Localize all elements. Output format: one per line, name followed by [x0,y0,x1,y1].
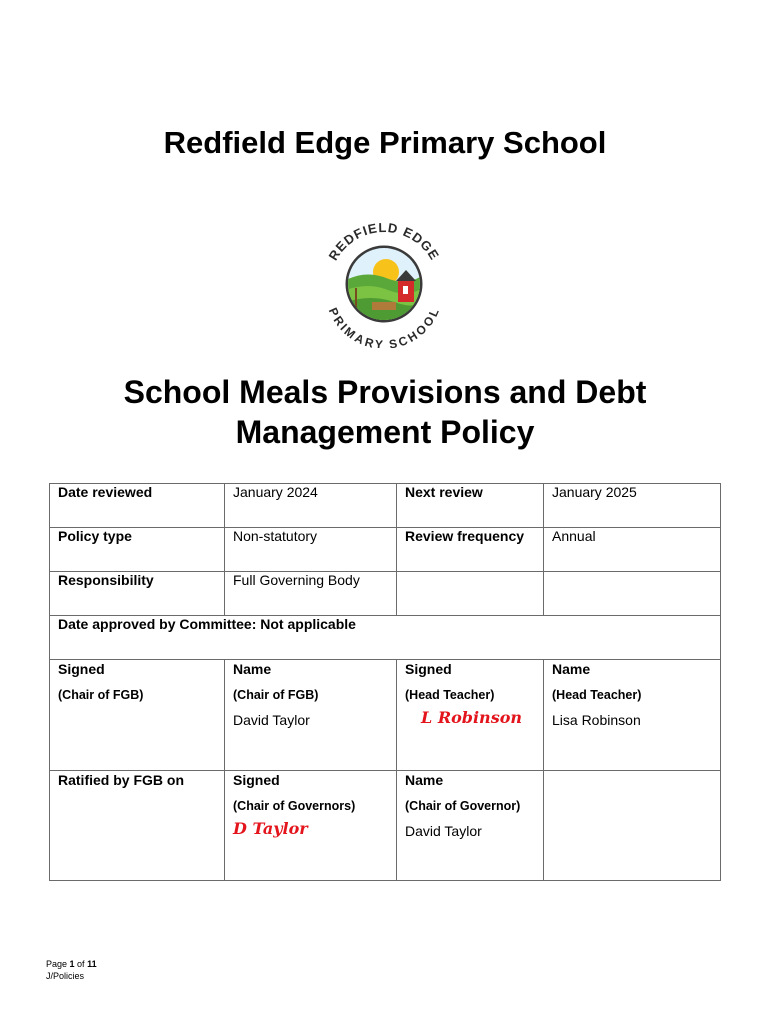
responsibility-value: Full Governing Body [225,572,397,616]
date-reviewed-value: January 2024 [225,484,397,528]
policy-title [60,372,710,452]
policy-title-line1: School Meals Provisions and Debt [123,374,647,410]
table-row [50,572,721,616]
table-row [50,484,721,528]
table-row [50,660,721,771]
document-path: J/Policies [46,971,85,981]
head-teacher-label: (Head Teacher) [405,688,495,702]
empty-cell [397,572,544,616]
page-number [46,958,97,970]
page-total: 11 [87,959,97,969]
policy-type-value: Non-statutory [225,528,397,572]
governor-name: David Taylor [405,823,482,839]
signed-head-cell [397,660,544,771]
logo-text-bottom: PRIMARY SCHOOL [325,305,443,348]
empty-cell [544,572,721,616]
name-head-cell [544,660,721,771]
ratified-label: Ratified by FGB on [58,772,184,788]
name-governor-cell [397,771,544,881]
page-of: of [74,959,88,969]
next-review-label: Next review [397,484,544,528]
name-label: Name [552,661,591,677]
chair-fgb-label: (Chair of FGB) [58,688,144,702]
approved-by-committee: Date approved by Committee: Not applicable [50,616,721,660]
logo-text-top: REDFIELD EDGE [325,219,443,263]
signed-label: Signed [233,772,280,788]
chair-fgb-label: (Chair of FGB) [233,688,319,702]
signed-label: Signed [58,661,105,677]
next-review-value: January 2025 [544,484,721,528]
ratified-cell [50,771,225,881]
head-teacher-label: (Head Teacher) [552,688,642,702]
chair-of-governors-label: (Chair of Governors) [233,799,356,813]
table-row [50,771,721,881]
name-chair-cell [225,660,397,771]
chair-name: David Taylor [233,712,310,728]
school-logo [316,218,452,348]
review-frequency-label: Review frequency [397,528,544,572]
review-frequency-value: Annual [544,528,721,572]
date-reviewed-label: Date reviewed [50,484,225,528]
policy-info-table [49,483,721,881]
chair-of-governor-label: (Chair of Governor) [405,799,521,813]
empty-cell [544,771,721,881]
signed-governor-cell [225,771,397,881]
page-footer [46,958,97,982]
policy-title-line2: Management Policy [235,414,535,450]
name-label: Name [233,661,272,677]
school-name: Redfield Edge Primary School [163,125,607,160]
signed-label: Signed [405,661,452,677]
table-row [50,528,721,572]
name-label: Name [405,772,444,788]
page-prefix: Page [46,959,70,969]
head-teacher-name: Lisa Robinson [552,712,641,728]
table-row [50,616,721,660]
signed-chair-cell [50,660,225,771]
governor-signature: D Taylor [233,819,308,838]
responsibility-label: Responsibility [50,572,225,616]
policy-type-label: Policy type [50,528,225,572]
page-current: 1 [69,959,75,969]
head-teacher-signature: L Robinson [421,708,522,727]
